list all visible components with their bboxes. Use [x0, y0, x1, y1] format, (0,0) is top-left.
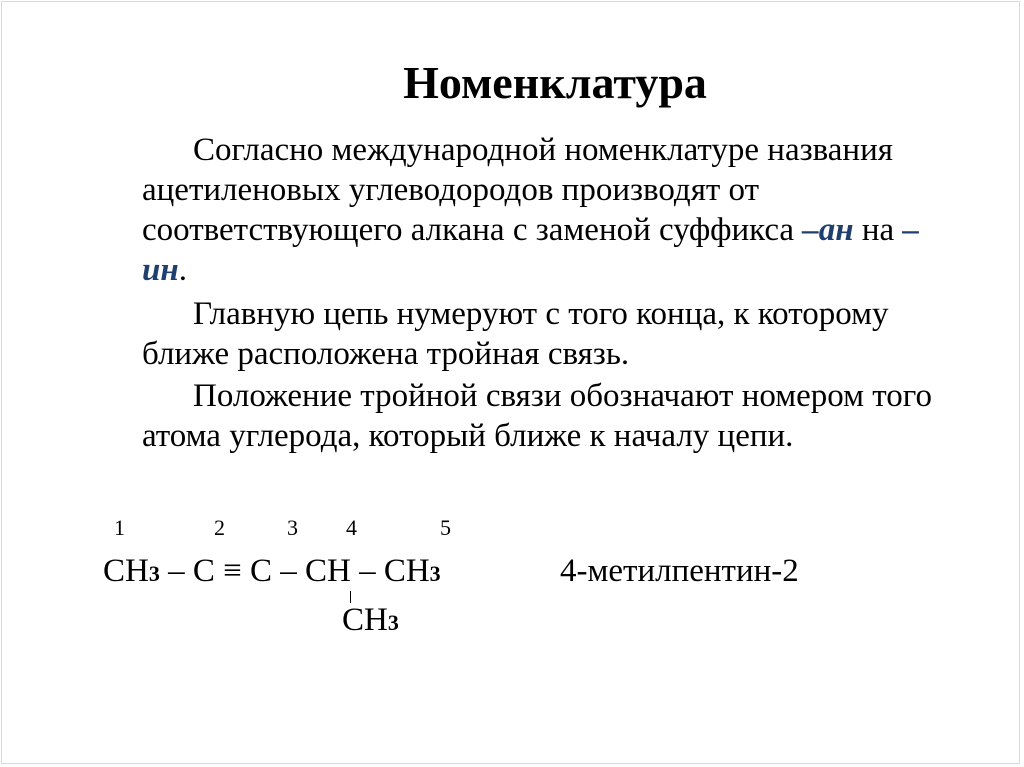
carbon-number-1: 1: [114, 515, 125, 540]
methyl-branch: [342, 600, 399, 643]
paragraph-numbering-rule: Главную цепь нумеруют с того конца, к которому ближе расположена тройная связь.: [142, 296, 889, 372]
structural-formula: [103, 551, 441, 594]
naming-rule-mid: на: [853, 212, 903, 248]
formula-sub-2: 3: [429, 561, 441, 586]
carbon-number-3: 3: [287, 515, 298, 540]
compound-name: 4-метилпентин-2: [560, 553, 799, 589]
carbon-number-2: 2: [214, 515, 225, 540]
naming-rule-end: .: [178, 252, 187, 288]
naming-rule-text: Согласно международной номенклатуре названия ацетиленовых углеводородов производят от соответствующего алкана с заменой суффикса: [142, 132, 893, 248]
paragraph-position-rule: Положение тройной связи обозначают номером того атома углерода, который ближе к началу цепи.: [142, 378, 932, 454]
slide-title: Номенклатура: [403, 57, 707, 108]
carbon-number-5: 5: [440, 515, 451, 540]
formula-chain: – C ≡ C – CH – CH: [159, 553, 430, 589]
branch-sub: 3: [387, 610, 399, 635]
carbon-number-4: 4: [346, 515, 357, 540]
suffix-an: –ан: [802, 212, 854, 248]
suffix-in: –ин: [142, 212, 919, 288]
formula-sub-1: 3: [148, 561, 160, 586]
branch-ch: CH: [342, 602, 388, 638]
paragraph-naming-rule: [142, 130, 942, 290]
formula-ch-1: CH: [103, 553, 149, 589]
